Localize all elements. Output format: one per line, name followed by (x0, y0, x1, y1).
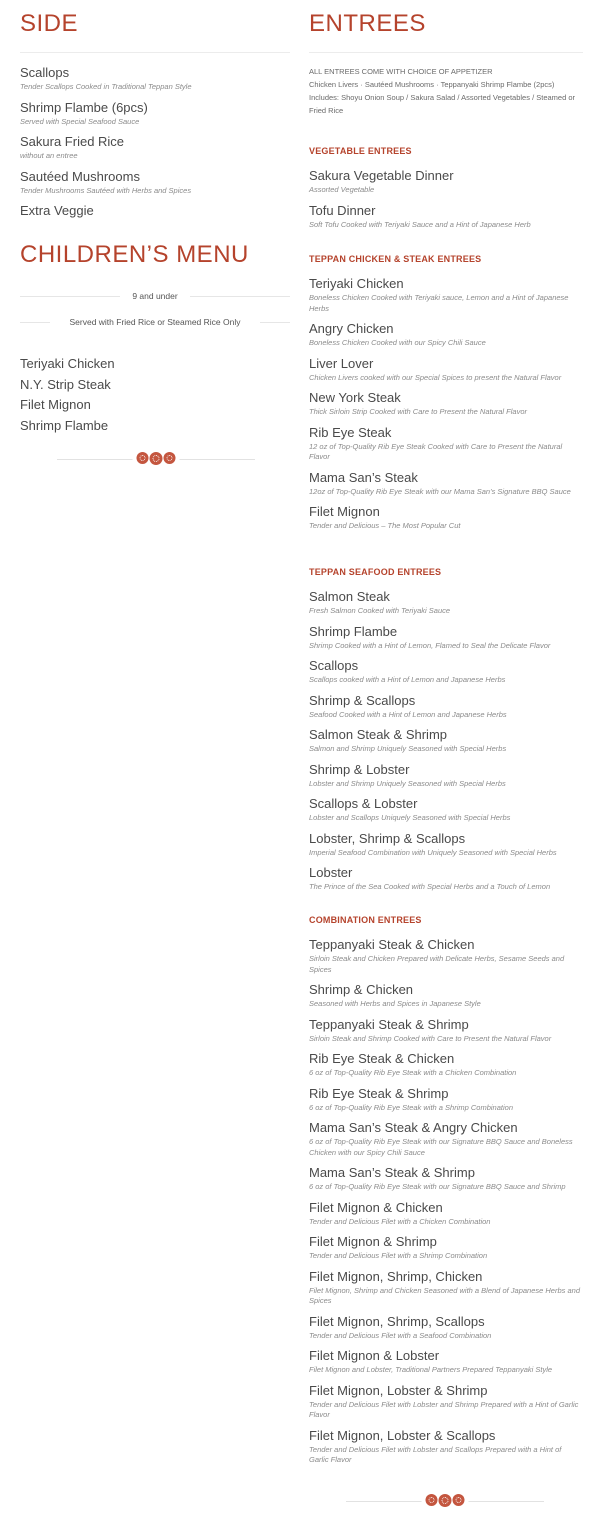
menu-item-name: Shrimp & Lobster (309, 761, 410, 777)
menu-item-description: Seafood Cooked with a Hint of Lemon and Japanese Herbs (309, 709, 507, 719)
menu-item-description: Sirloin Steak and Chicken Prepared with Delicate Herbs, Sesame Seeds and Spices (309, 954, 565, 974)
menu-item-description: Fresh Salmon Cooked with Teriyaki Sauce (309, 606, 451, 615)
children-title: CHILDREN’S MENU (20, 241, 249, 268)
entrees-section (309, 10, 583, 117)
entrees-note-line1: ALL ENTREES COME WITH CHOICE OF APPETIZER (309, 67, 493, 76)
menu-item-description: Scallops cooked with a Hint of Lemon and Japanese Herbs (309, 675, 506, 684)
menu-item (309, 795, 583, 824)
menu-item-description: Filet Mignon and Lobster, Traditional Partners Prepared Teppanyaki Style (309, 1365, 553, 1374)
ornament-divider (57, 452, 255, 466)
menu-item (309, 275, 583, 314)
menu-item-description: Shrimp Cooked with a Hint of Lemon, Flamed to Seal the Delicate Flavor (309, 640, 551, 650)
menu-item-description: Soft Tofu Cooked with Teriyaki Sauce and a Hint of Japanese Herb (309, 219, 531, 229)
menu-item-name: Scallops (20, 65, 70, 80)
menu-item-description: Boneless Chicken Cooked with our Spicy Chili Sauce (309, 338, 486, 347)
menu-item-description: 6 oz of Top-Quality Rib Eye Steak with a Chicken Combination (309, 1068, 517, 1077)
menu-item (309, 864, 583, 893)
ornament-flowers (422, 1494, 469, 1507)
menu-item (309, 761, 583, 790)
menu-item (309, 981, 583, 1010)
menu-item (309, 830, 583, 859)
menu-item-description: 6 oz of Top-Quality Rib Eye Steak with our Signature BBQ Sauce and Boneless Chicken with our Spicy Chili Sauce (309, 1137, 573, 1157)
entrees-note-line3: Includes: Shoyu Onion Soup / Sakura Salad / Assorted Vegetables / Steamed or Fried Rice (309, 93, 576, 115)
side-section (20, 10, 290, 225)
menu-item-description: Filet Mignon, Shrimp and Chicken Seasoned with a Blend of Japanese Herbs and Spices (309, 1285, 580, 1305)
menu-item-name: Salmon Steak (309, 589, 390, 604)
menu-item-name: Angry Chicken (309, 321, 394, 336)
flower-icon (164, 452, 176, 464)
ornament-flowers (133, 452, 180, 465)
menu-item (309, 1382, 583, 1421)
divider (20, 52, 290, 53)
menu-item-description: 6 oz of Top-Quality Rib Eye Steak with our Signature BBQ Sauce and Shrimp (309, 1182, 566, 1191)
menu-item-description: 12oz of Top-Quality Rib Eye Steak with our Mama San’s Signature BBQ Sauce (309, 486, 571, 496)
menu-item (309, 1085, 583, 1114)
menu-item-name: Filet Mignon, Lobster & Scallops (309, 1427, 496, 1443)
menu-item-name: Shrimp & Chicken (309, 982, 414, 997)
menu-item-name: Shrimp Flambe (6pcs) (20, 99, 148, 115)
menu-item (20, 99, 290, 128)
entrees-note (309, 65, 583, 117)
menu-item (309, 1164, 583, 1193)
menu-item-name: Filet Mignon & Chicken (309, 1199, 443, 1215)
menu-item-name: Mama San’s Steak (309, 469, 418, 485)
menu-item-description: Lobster and Scallops Uniquely Seasoned with Special Herbs (309, 813, 511, 822)
ornament-divider-bottom (346, 1494, 544, 1508)
menu-item (309, 588, 583, 617)
menu-item (309, 1347, 583, 1376)
menu-item-name: Sakura Vegetable Dinner (309, 168, 454, 183)
menu-item-name: Teppanyaki Steak & Shrimp (309, 1016, 469, 1032)
menu-item (309, 1233, 583, 1262)
menu-item (20, 133, 290, 162)
menu-item (309, 320, 583, 349)
menu-item (309, 503, 583, 532)
menu-item-name: Extra Veggie (20, 203, 94, 218)
children-section (20, 241, 290, 437)
flower-icon (426, 1494, 438, 1506)
divider (309, 52, 583, 53)
combination-heading: COMBINATION ENTREES (309, 915, 422, 925)
menu-item-description: Imperial Seafood Combination with Uniquely Seasoned with Special Herbs (309, 847, 557, 857)
menu-item (309, 1427, 583, 1466)
menu-item-name: Rib Eye Steak (309, 424, 392, 440)
flower-icon (439, 1494, 452, 1507)
menu-item-description: Served with Special Seafood Sauce (20, 116, 140, 126)
served-note-text: Served with Fried Rice or Steamed Rice Only (63, 317, 246, 327)
menu-item-name: Sakura Fried Rice (20, 134, 125, 149)
menu-item-description: Tender Scallops Cooked in Traditional Teppan Style (20, 82, 192, 91)
chicken-steak-section (309, 253, 583, 538)
menu-item (309, 167, 583, 196)
entrees-title: ENTREES (309, 10, 426, 37)
menu-item-name: Lobster (309, 865, 353, 880)
chicken-steak-heading: TEPPAN CHICKEN & STEAK ENTREES (309, 254, 482, 264)
flower-icon (150, 452, 163, 465)
menu-item-name: Filet Mignon (309, 504, 380, 519)
menu-item (309, 692, 583, 721)
menu-item-name: Shrimp & Scallops (309, 692, 416, 708)
menu-item-description: Boneless Chicken Cooked with Teriyaki sauce, Lemon and a Hint of Japanese Herbs (309, 293, 569, 313)
menu-item-name: Filet Mignon & Shrimp (309, 1234, 437, 1249)
menu-item-name: Rib Eye Steak & Chicken (309, 1051, 455, 1066)
menu-item-name: Scallops (309, 658, 359, 673)
menu-item-description: without an entree (20, 151, 78, 160)
menu-item-name: Sautéed Mushrooms (20, 168, 140, 184)
menu-item-name: Salmon Steak & Shrimp (309, 727, 448, 742)
menu-item-description: Tender and Delicious Filet with Lobster and Scallops Prepared with a Hint of Garlic Flavor (309, 1444, 562, 1464)
menu-item-name: Rib Eye Steak & Shrimp (309, 1085, 449, 1101)
menu-item-description: Assorted Vegetable (309, 185, 375, 194)
menu-item (309, 469, 583, 498)
flower-icon (137, 452, 149, 464)
age-note-text: 9 and under (126, 291, 183, 301)
menu-item-name: Lobster, Shrimp & Scallops (309, 830, 466, 846)
menu-item (309, 1050, 583, 1079)
menu-item-description: Salmon and Shrimp Uniquely Seasoned with Special Herbs (309, 744, 507, 753)
seafood-list (309, 588, 583, 893)
menu-item-name: Scallops & Lobster (309, 796, 418, 811)
menu-item (309, 1016, 583, 1045)
menu-item (20, 168, 290, 197)
menu-item (309, 202, 583, 231)
menu-item-description: 6 oz of Top-Quality Rib Eye Steak with a Shrimp Combination (309, 1102, 513, 1112)
menu-item (309, 623, 583, 652)
side-list (20, 64, 290, 219)
menu-item-name: Liver Lover (309, 355, 374, 371)
children-age-note (20, 286, 290, 306)
vegetable-section (309, 145, 583, 236)
menu-item (309, 1313, 583, 1342)
menu-item (309, 1199, 583, 1228)
menu-item-description: Sirloin Steak and Shrimp Cooked with Care to Present the Natural Flavor (309, 1033, 552, 1043)
menu-item-name: Filet Mignon & Lobster (309, 1348, 440, 1363)
combination-section (309, 914, 583, 1472)
children-served-note (20, 312, 290, 332)
vegetable-list (309, 167, 583, 230)
combination-list (309, 936, 583, 1466)
menu-item-description: Tender Mushrooms Sautéed with Herbs and Spices (20, 185, 192, 195)
menu-item-description: Thick Sirloin Strip Cooked with Care to Present the Natural Flavor (309, 407, 528, 416)
menu-item-description: Tender and Delicious Filet with a Chicken Combination (309, 1216, 491, 1226)
menu-item-name: Mama San’s Steak & Shrimp (309, 1165, 475, 1180)
vegetable-heading: VEGETABLE ENTREES (309, 146, 412, 156)
menu-item-description: 12 oz of Top-Quality Rib Eye Steak Cooked with Care to Present the Natural Flavor (309, 441, 563, 461)
menu-item (309, 657, 583, 686)
menu-item-name: Filet Mignon, Shrimp, Scallops (309, 1313, 485, 1329)
menu-item-description: Tender and Delicious Filet with a Shrimp Combination (309, 1251, 488, 1260)
menu-item (309, 1268, 583, 1307)
menu-item-description: Tender and Delicious – The Most Popular Cut (309, 521, 461, 530)
menu-item-name: Filet Mignon, Lobster & Shrimp (309, 1382, 488, 1398)
menu-item (309, 389, 583, 418)
menu-item-description: Chicken Livers cooked with our Special Spices to present the Natural Flavor (309, 372, 562, 382)
menu-item-name: New York Steak (309, 390, 401, 405)
menu-item-description: The Prince of the Sea Cooked with Special Herbs and a Touch of Lemon (309, 882, 551, 891)
children-list (20, 355, 290, 434)
menu-item (20, 202, 290, 219)
children-menu-item: Filet Mignon (20, 397, 91, 412)
menu-item-name: Mama San’s Steak & Angry Chicken (309, 1120, 518, 1135)
entrees-note-line2: Chicken Livers · Sautéed Mushrooms · Teppanyaki Shrimp Flambe (2pcs) (309, 80, 555, 89)
flower-icon (453, 1494, 465, 1506)
children-menu-item: N.Y. Strip Steak (20, 376, 111, 392)
menu-item-name: Shrimp Flambe (309, 623, 398, 639)
menu-item-name: Filet Mignon, Shrimp, Chicken (309, 1268, 483, 1284)
menu-item-description: Tender and Delicious Filet with a Seafood Combination (309, 1330, 492, 1340)
menu-item (309, 1119, 583, 1158)
menu-item (309, 936, 583, 975)
seafood-section (309, 566, 583, 899)
children-menu-item: Shrimp Flambe (20, 417, 109, 433)
menu-item (20, 64, 290, 93)
menu-item (309, 726, 583, 755)
menu-item-description: Tender and Delicious Filet with Lobster and Shrimp Prepared with a Hint of Garlic Flavor (309, 1399, 579, 1419)
menu-item (309, 424, 583, 463)
children-menu-item: Teriyaki Chicken (20, 356, 115, 371)
seafood-heading: TEPPAN SEAFOOD ENTREES (309, 567, 442, 577)
menu-item-description: Lobster and Shrimp Uniquely Seasoned with Special Herbs (309, 778, 506, 788)
menu-item-name: Teppanyaki Steak & Chicken (309, 937, 475, 952)
menu-item-name: Teriyaki Chicken (309, 276, 404, 291)
menu-item-description: Seasoned with Herbs and Spices in Japanese Style (309, 999, 481, 1008)
chicken-steak-list (309, 275, 583, 532)
menu-item-name: Tofu Dinner (309, 202, 376, 218)
side-title: SIDE (20, 10, 79, 37)
menu-item (309, 355, 583, 384)
